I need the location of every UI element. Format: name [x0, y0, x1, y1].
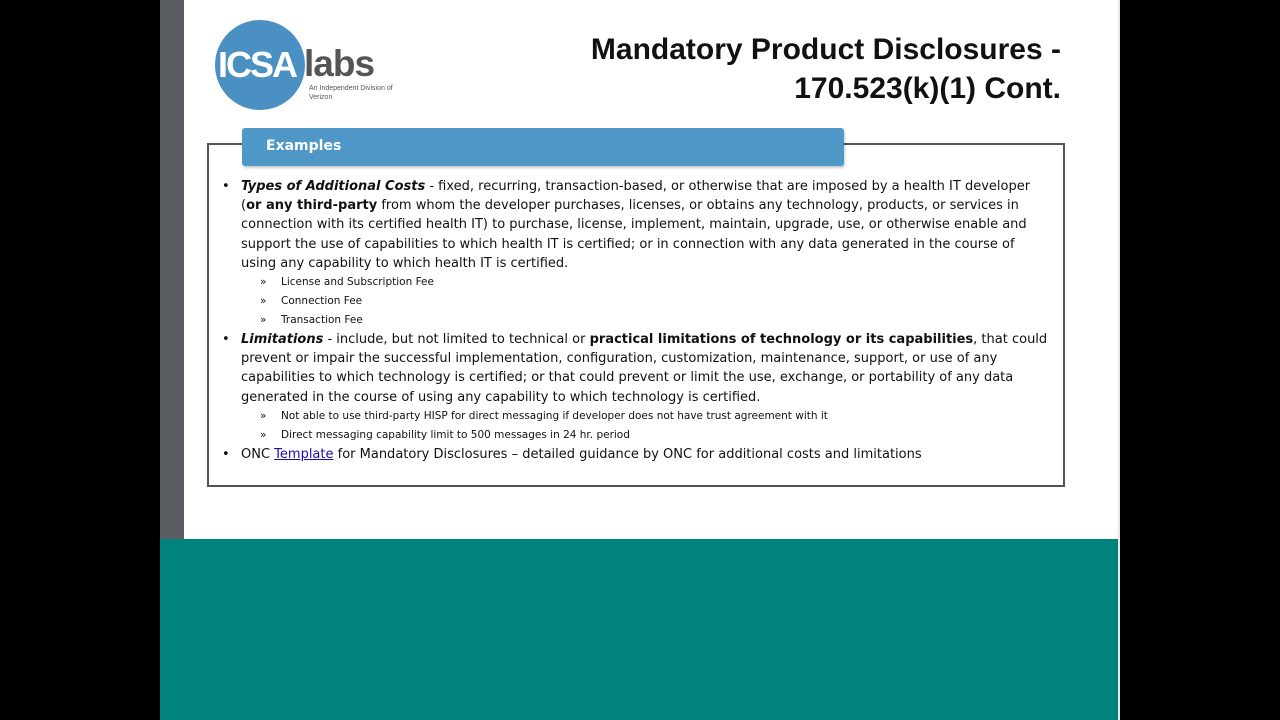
slide-right-edge	[1118, 0, 1120, 720]
sub-bullet-marker: »	[260, 409, 267, 422]
bullet-text: for Mandatory Disclosures – detailed guidance by ONC for additional costs and limitations	[333, 446, 922, 462]
bullet-limitations	[222, 330, 1052, 407]
bullet-text: - include, but not limited to technical or	[323, 332, 590, 348]
sub-bullet	[222, 292, 1052, 311]
bullet-term: Limitations	[241, 332, 324, 348]
sub-bullet	[222, 273, 1052, 292]
slide-left-bar	[160, 0, 184, 540]
slide	[160, 0, 1120, 720]
logo-tagline: An Independent Division of Verizon	[309, 85, 393, 101]
bullet-text: from whom the developer purchases, licenses, or obtains any technology, products, or services in connection with its certified health IT) to purchase, license, implement, maintain, upgrade, use, or otherwise enable and support the use of capabilities to which health IT is certified; or in connection with any data generated in the course of using any capability to which health IT is certified.	[241, 198, 1027, 271]
bullet-marker: •	[222, 332, 230, 348]
examples-tab-label: Examples	[266, 138, 342, 154]
logo-brand-left: ICSA	[218, 44, 297, 85]
slide-title	[501, 30, 1061, 108]
bullet-text: ONC	[241, 446, 275, 462]
bullet-marker: •	[222, 446, 230, 462]
sub-bullet-text: License and Subscription Fee	[281, 276, 434, 289]
sub-bullet-text: Connection Fee	[281, 295, 363, 308]
sub-bullet	[222, 311, 1052, 330]
icsa-labs-logo	[215, 20, 405, 112]
sub-bullet-text: Not able to use third-party HISP for direct messaging if developer does not have trust agreement with it	[281, 409, 828, 422]
slide-title-line1: Mandatory Product Disclosures -	[590, 33, 1061, 66]
bullet-additional-costs	[222, 177, 1052, 273]
sub-bullet-marker: »	[260, 428, 267, 441]
examples-tab	[242, 128, 844, 166]
bullet-term: Types of Additional Costs	[241, 179, 426, 194]
sub-bullet-marker: »	[260, 314, 267, 327]
bullet-onc-template	[222, 445, 1052, 464]
sub-bullet-marker: »	[260, 295, 267, 308]
sub-bullet	[222, 407, 1052, 426]
sub-bullet	[222, 426, 1052, 445]
bullet-bold-text: practical limitations of technology or its capabilities	[589, 332, 974, 348]
slide-title-line2: 170.523(k)(1) Cont.	[794, 72, 1061, 105]
sub-bullet-text: Transaction Fee	[281, 314, 363, 327]
bullet-bold-text: or any third-party	[246, 198, 378, 214]
teal-footer-band	[160, 539, 1118, 720]
bullet-list	[222, 177, 1052, 464]
sub-bullet-marker: »	[260, 276, 267, 289]
bullet-text: , that could prevent or impair the successful implementation, configuration, customization, maintenance, support, or use of any capabilities to which technology is certified; or that could prevent or limit the use, exchange, or portability of any data generated in the course of using any capability to which technology is certified.	[241, 332, 1048, 405]
sub-bullet-text: Direct messaging capability limit to 500 messages in 24 hr. period	[281, 428, 630, 441]
logo-brand-right: labs	[304, 43, 375, 84]
bullet-marker: •	[222, 179, 230, 194]
template-link[interactable]: Template	[274, 446, 334, 462]
bullet-text: - fixed, recurring, transaction-based, or otherwise that are imposed by a health IT developer (	[241, 179, 1031, 214]
